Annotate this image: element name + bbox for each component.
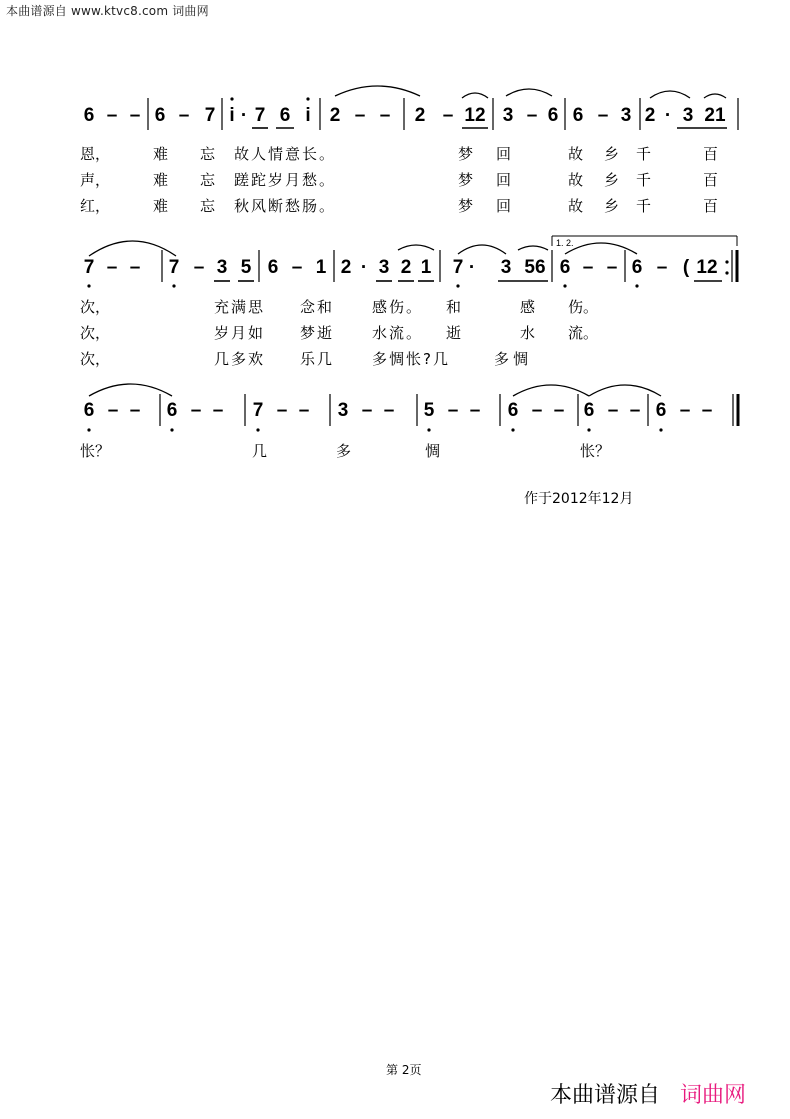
jianpu-note: 7 — [452, 257, 464, 278]
jianpu-note: – — [701, 400, 713, 421]
repeat-dot — [725, 271, 728, 274]
jianpu-note: 5 — [240, 257, 252, 278]
jianpu-note: 6 — [154, 105, 166, 126]
octave-dot — [256, 428, 259, 431]
lyric: 多惆怅?几 — [372, 350, 450, 368]
jianpu-note: 2 — [329, 105, 341, 126]
lyric: 恩， — [80, 145, 111, 163]
lyric: 回 — [496, 197, 512, 215]
lyric: 梦 — [458, 171, 474, 189]
lyric: 伤。 — [568, 298, 599, 316]
jianpu-note: 6 — [83, 400, 95, 421]
score-row-1 — [84, 86, 738, 130]
jianpu-note: – — [129, 257, 141, 278]
jianpu-note: 7 — [204, 105, 216, 126]
page-number: 第 2页 — [386, 1063, 422, 1077]
lyric: 乡 — [604, 171, 620, 189]
jianpu-note: – — [531, 400, 543, 421]
lyric: 多 — [336, 442, 352, 460]
jianpu-note: 6 — [83, 105, 95, 126]
lyric: 千 — [636, 197, 652, 215]
tie-slur — [89, 241, 176, 256]
jianpu-note: – — [276, 400, 288, 421]
jianpu-note: 1 — [315, 257, 327, 278]
lyric: 怅？ — [580, 442, 611, 460]
octave-dot — [230, 97, 233, 100]
lyric: 和 — [446, 298, 462, 316]
jianpu-note: – — [178, 105, 190, 126]
tie-slur — [458, 245, 506, 254]
lyric: 怅？ — [80, 442, 111, 460]
tie-slur — [462, 93, 488, 98]
jianpu-note: 3 — [216, 257, 228, 278]
jianpu-note: 3 — [337, 400, 349, 421]
footer-logo — [550, 1078, 746, 1109]
jianpu-note: – — [469, 400, 481, 421]
tie-slur — [398, 245, 434, 250]
jianpu-note: 6 — [507, 400, 519, 421]
jianpu-note: 6 — [547, 105, 559, 126]
lyric: 感 — [520, 298, 536, 316]
jianpu-note: 1 — [420, 257, 432, 278]
jianpu-note: – — [629, 400, 641, 421]
jianpu-note: – — [447, 400, 459, 421]
jianpu-note: – — [582, 257, 594, 278]
jianpu-note: – — [106, 257, 118, 278]
jianpu-note: 7 — [254, 105, 266, 126]
jianpu-note: – — [193, 257, 205, 278]
score-row-2 — [84, 236, 737, 288]
lyric: 难 — [153, 197, 169, 215]
footer-logo-part2: 词曲网 — [680, 1083, 747, 1108]
tie-slur — [506, 89, 552, 96]
lyric: 梦 — [458, 145, 474, 163]
tie-slur — [518, 246, 548, 250]
jianpu-note: 12 — [696, 257, 718, 278]
tie-slur — [704, 94, 726, 98]
jianpu-note: 3 — [620, 105, 632, 126]
jianpu-note: 7 — [252, 400, 264, 421]
jianpu-note: 7 — [83, 257, 95, 278]
jianpu-note: – — [553, 400, 565, 421]
jianpu-note: 6 — [559, 257, 571, 278]
lyric: 水流。 — [372, 324, 424, 342]
footer-logo-part1: 本曲谱源自 — [550, 1083, 661, 1108]
jianpu-note: 6 — [267, 257, 279, 278]
lyric: 充满思 — [214, 298, 266, 316]
jianpu-note: 6 — [583, 400, 595, 421]
jianpu-note: 2 — [340, 257, 352, 278]
jianpu-note: 3 — [502, 105, 514, 126]
lyric: 次， — [80, 298, 111, 316]
lyric: 惆 — [425, 442, 441, 460]
lyric: 秋风断愁肠。 — [234, 197, 337, 215]
octave-dot — [456, 284, 459, 287]
lyric: 难 — [153, 171, 169, 189]
lyric: 几 — [252, 442, 268, 460]
lyric: 千 — [636, 171, 652, 189]
jianpu-note: ( — [682, 257, 690, 278]
lyric: 难 — [153, 145, 169, 163]
jianpu-note: i — [229, 105, 235, 126]
jianpu-note: 12 — [464, 105, 486, 126]
lyric: 乡 — [604, 197, 620, 215]
jianpu-note: 5 — [423, 400, 435, 421]
jianpu-note: 6 — [631, 257, 643, 278]
jianpu-note: 3 — [500, 257, 512, 278]
jianpu-note: – — [379, 105, 391, 126]
octave-dot — [563, 284, 566, 287]
lyric: 岁月如 — [214, 324, 266, 342]
jianpu-note: 2 — [400, 257, 412, 278]
jianpu-note: – — [383, 400, 395, 421]
lyric: 忘 — [200, 197, 216, 215]
jianpu-note: 2 — [414, 105, 426, 126]
tie-slur — [335, 86, 420, 96]
lyric: 几多欢 — [214, 350, 266, 368]
lyric: 梦 — [458, 197, 474, 215]
lyric: 梦逝 — [300, 324, 335, 342]
jianpu-note: – — [107, 400, 119, 421]
jianpu-note: – — [106, 105, 118, 126]
header-source-note: 本曲谱源自 www.ktvc8.com 词曲网 — [6, 4, 209, 18]
lyric: 乡 — [604, 145, 620, 163]
jianpu-note: – — [656, 257, 668, 278]
jianpu-note: 3 — [378, 257, 390, 278]
lyric: 忘 — [200, 171, 216, 189]
tie-slur — [589, 385, 661, 396]
octave-dot — [635, 284, 638, 287]
volta-label: 1. 2. — [556, 238, 574, 248]
lyric: 声， — [80, 171, 111, 189]
lyric: 多惆 — [494, 350, 533, 368]
octave-dot — [427, 428, 430, 431]
octave-dot — [170, 428, 173, 431]
jianpu-note: – — [526, 105, 538, 126]
octave-dot — [587, 428, 590, 431]
jianpu-note: · — [360, 257, 368, 278]
jianpu-note: 56 — [524, 257, 546, 278]
octave-dot — [87, 284, 90, 287]
jianpu-note: · — [240, 105, 248, 126]
lyric: 百 — [703, 145, 719, 163]
jianpu-note: – — [361, 400, 373, 421]
lyric: 红， — [80, 197, 111, 215]
jianpu-note: – — [606, 257, 618, 278]
jianpu-note: · — [664, 105, 672, 126]
lyric: 千 — [636, 145, 652, 163]
jianpu-note: 6 — [279, 105, 291, 126]
lyric: 忘 — [200, 145, 216, 163]
octave-dot — [306, 97, 309, 100]
lyric: 感伤。 — [372, 298, 424, 316]
lyric: 念和 — [300, 298, 335, 316]
tie-slur — [565, 243, 637, 254]
lyric: 逝 — [446, 324, 462, 342]
jianpu-note: · — [468, 257, 476, 278]
lyric: 次， — [80, 350, 111, 368]
lyric: 次， — [80, 324, 111, 342]
jianpu-note: – — [129, 400, 141, 421]
jianpu-note: 6 — [572, 105, 584, 126]
jianpu-note: 6 — [655, 400, 667, 421]
lyric: 蹉跎岁月愁。 — [234, 171, 337, 189]
jianpu-note: – — [212, 400, 224, 421]
jianpu-note: – — [354, 105, 366, 126]
jianpu-note: – — [597, 105, 609, 126]
lyric: 故 — [568, 171, 584, 189]
octave-dot — [511, 428, 514, 431]
jianpu-note: 21 — [704, 105, 726, 126]
lyric: 水 — [520, 324, 536, 342]
jianpu-note: – — [679, 400, 691, 421]
lyric: 故 — [568, 145, 584, 163]
composition-date: 作于2012年12月 — [524, 491, 634, 507]
octave-dot — [87, 428, 90, 431]
tie-slur — [650, 91, 690, 98]
lyric: 故人情意长。 — [234, 145, 337, 163]
jianpu-note: – — [129, 105, 141, 126]
lyric: 回 — [496, 171, 512, 189]
octave-dot — [172, 284, 175, 287]
jianpu-note: 2 — [644, 105, 656, 126]
jianpu-note: – — [607, 400, 619, 421]
lyric: 故 — [568, 197, 584, 215]
jianpu-note: 3 — [682, 105, 694, 126]
jianpu-note: 6 — [166, 400, 178, 421]
jianpu-note: – — [442, 105, 454, 126]
lyric: 流。 — [568, 324, 599, 342]
lyric: 百 — [703, 171, 719, 189]
lyric: 回 — [496, 145, 512, 163]
score-row-3 — [84, 384, 738, 432]
jianpu-note: i — [305, 105, 311, 126]
lyric: 百 — [703, 197, 719, 215]
jianpu-note: 7 — [168, 257, 180, 278]
jianpu-note: – — [291, 257, 303, 278]
repeat-dot — [725, 260, 728, 263]
jianpu-note: – — [298, 400, 310, 421]
lyric: 乐几 — [300, 350, 335, 368]
jianpu-note: – — [190, 400, 202, 421]
octave-dot — [659, 428, 662, 431]
